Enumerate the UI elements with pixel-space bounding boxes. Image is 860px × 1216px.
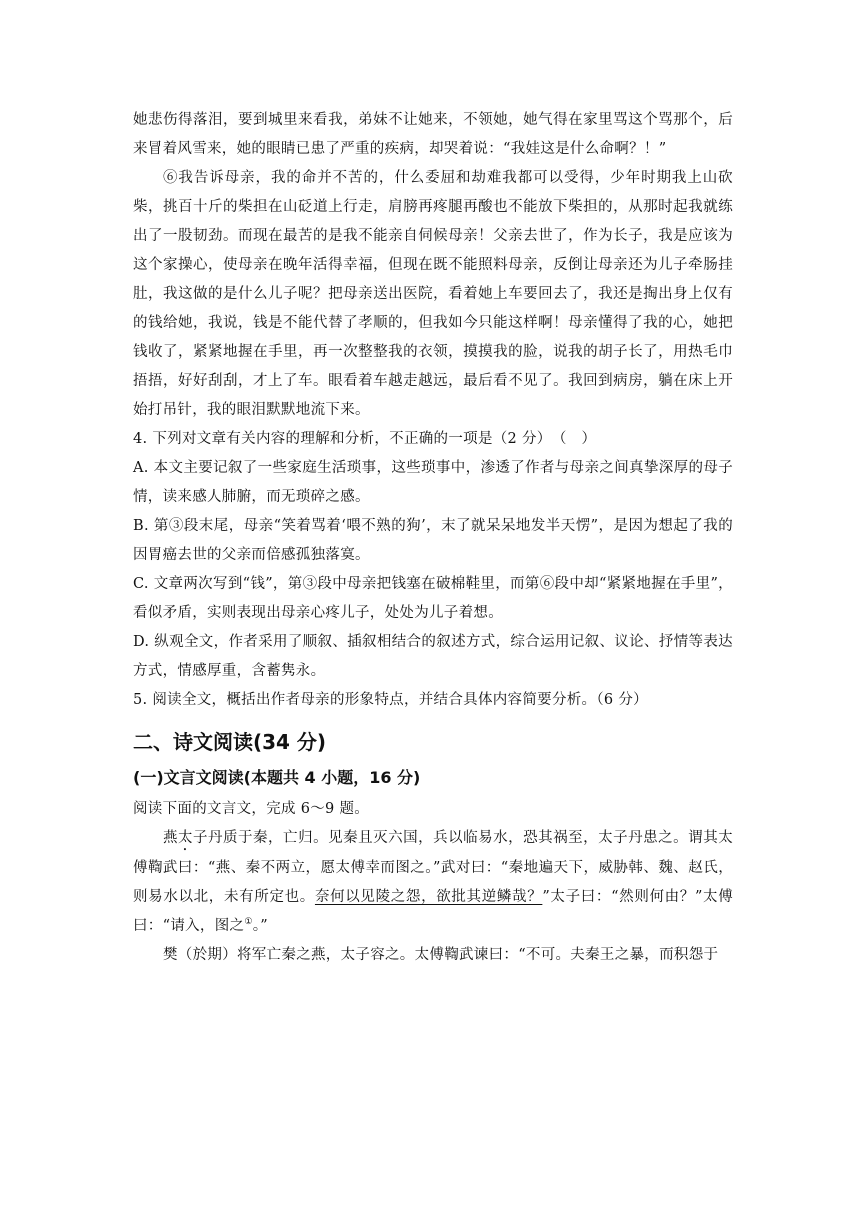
text-run: 子丹质于秦，亡归。见秦且灭六国，兵以临易水，恐其祸至，太子丹患之。谓其太傅鞫武曰：“燕、秦不两立，愿太傅幸而图之。”武对曰：“秦地遍天下，威胁韩、魏、赵氏，则易水以北，未有所定也。 [133,830,733,905]
classical-text-paragraph-1 [133,824,733,941]
question-4-option-c: C. 文章两次写到“钱”，第③段中母亲把钱塞在破棉鞋里，而第⑥段中却“紧紧地握在手里”，看似矛盾，实则表现出母亲心疼儿子，处处为儿子着想。 [133,576,733,621]
emphasis-dot-char: 太 [178,830,194,846]
question-4-option-d: D. 纵观全文，作者采用了顺叙、插叙相结合的叙述方式，综合运用记叙、议论、抒情等表达方式，情感厚重，含蓄隽永。 [133,634,733,679]
question-4-option-b: B. 第③段末尾，母亲“笑着骂着‘喂不熟的狗’，末了就呆呆地发半天愣”，是因为想起了我的因胃癌去世的父亲而倍感孤独落寞。 [133,518,733,563]
document-body [133,106,733,970]
footnote-marker: ① [244,917,253,928]
paragraph-5-end: 她悲伤得落泪，要到城里来看我，弟妹不让她来，不领她，她气得在家里骂这个骂那个，后来冒着风雪来，她的眼睛已患了严重的疾病，却哭着说：“我娃这是什么命啊？！” [133,112,733,157]
subsection-heading-classical-chinese: (一)文言文阅读(本题共 4 小题，16 分) [133,768,421,787]
underlined-sentence: 奈何以见陵之怨，欲批其逆鳞哉？ [314,889,543,905]
text-run: 。” [252,918,268,934]
question-5: 5. 阅读全文，概括出作者母亲的形象特点，并结合具体内容简要分析。（6 分） [133,692,648,708]
question-4: 4. 下列对文章有关内容的理解和分析，不正确的一项是（2 分） （ ） [133,431,597,447]
paragraph-6: ⑥我告诉母亲，我的命并不苦的，什么委屈和劫难我都可以受得，少年时期我上山砍柴，挑百十斤的柴担在山砭道上行走，肩膀再疼腿再酸也不能放下柴担的，从那时起我就练出了一股韧劲。而现在最苦的是我不能亲自伺候母亲！父亲去世了，作为长子，我是应该为这个家操心，使母亲在晚年活得幸福，但现在既不能照料母亲，反倒让母亲还为儿子牵肠挂肚，我这做的是什么儿子呢？把母亲送出医院，看着她上车要回去了，我还是掏出身上仅有的钱给她，我说，钱是不能代替了孝顺的，但我如今只能这样啊！母亲懂得了我的心，她把钱收了，紧紧地握在手里，再一次整整我的衣领，摸摸我的脸，说我的胡子长了，用热毛巾捂捂，好好刮刮，才上了车。眼看着车越走越远，最后看不见了。我回到病房，躺在床上开始打吊针，我的眼泪默默地流下来。 [133,170,733,418]
text-run: 燕 [163,830,179,846]
question-4-option-a: A. 本文主要记叙了一些家庭生活琐事，这些琐事中，渗透了作者与母亲之间真挚深厚的母子情，读来感人肺腑，而无琐碎之感。 [133,460,733,505]
section-heading-poetry-prose: 二、诗文阅读(34 分) [133,730,327,754]
classical-text-paragraph-2: 樊（於期）将军亡秦之燕，太子容之。太傅鞫武谏曰：“不可。夫秦王之暴，而积怨于 [163,947,719,963]
text-run: ”太子曰：“然则何由？”太傅曰：“请入，图之 [133,889,733,934]
reading-instruction: 阅读下面的文言文，完成 6～9 题。 [133,801,370,817]
